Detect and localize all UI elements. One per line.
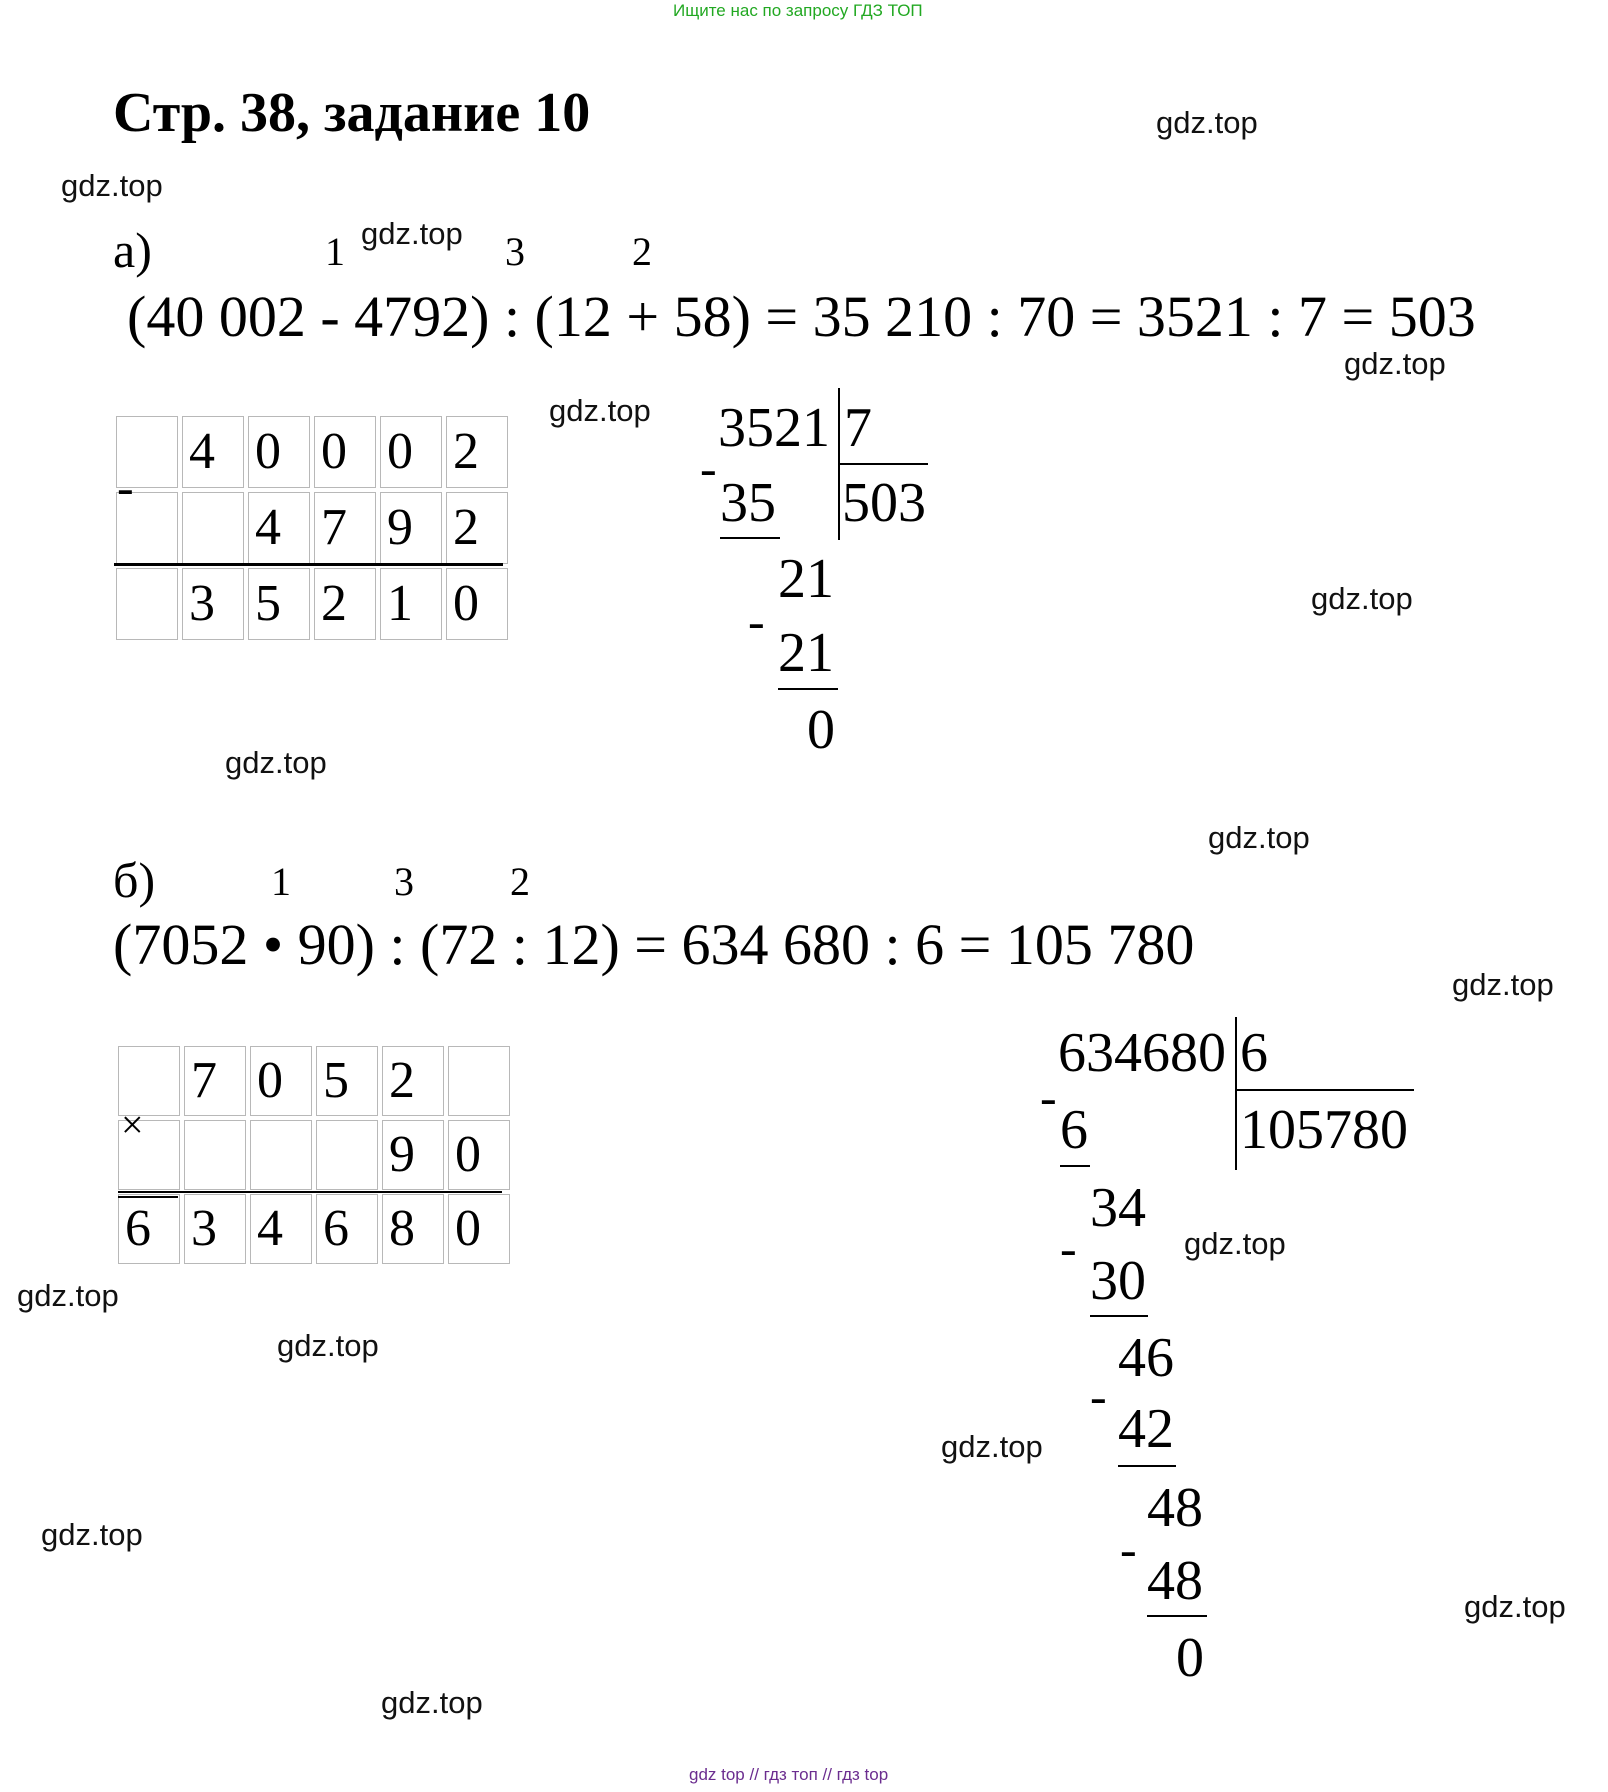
step-line [1147,1615,1207,1617]
grid-cell: 2 [314,568,376,640]
watermark: gdz.top [277,1328,379,1363]
division-step: 30 [1090,1250,1146,1312]
division-step: 21 [778,622,834,684]
watermark: gdz.top [1156,105,1258,140]
grid-cell: 4 [250,1194,312,1264]
part-a-order-3: 2 [632,229,652,274]
grid-cell: 2 [446,492,508,564]
part-b-order-2: 3 [394,859,414,904]
grid-cell: 2 [382,1046,444,1116]
part-b-multiplication-grid [114,1042,514,1268]
step-sign: - [1040,1069,1057,1125]
part-a-label: а) [113,222,152,278]
division-step: 34 [1090,1177,1146,1239]
grid-cell: 2 [446,416,508,488]
subtraction-sign: - [117,459,134,515]
watermark: gdz.top [1344,346,1446,381]
grid-cell: 7 [184,1046,246,1116]
grid-cell [184,1120,246,1190]
grid-cell: 0 [448,1194,510,1264]
watermark: gdz.top [1184,1226,1286,1261]
multiplication-sign: × [121,1102,144,1147]
grid-cell: 6 [316,1194,378,1264]
step-line [1060,1165,1090,1167]
divisor: 6 [1240,1022,1268,1084]
grid-cell: 9 [380,492,442,564]
grid-cell: 8 [382,1194,444,1264]
division-step: 0 [1176,1627,1204,1689]
result-line [114,563,503,566]
watermark: gdz.top [1464,1589,1566,1624]
divisor: 7 [844,397,872,459]
part-b-expression: (7052 • 90) : (72 : 12) = 634 680 : 6 = 105 780 [113,912,1195,977]
watermark: gdz.top [941,1429,1043,1464]
part-b-order-3: 2 [510,859,530,904]
watermark: gdz.top [225,745,327,780]
division-step: 0 [807,699,835,761]
grid-cell: 0 [314,416,376,488]
watermark: gdz.top [549,393,651,428]
grid-cell: 0 [448,1120,510,1190]
division-step: 48 [1147,1550,1203,1612]
grid-cell: 0 [248,416,310,488]
grid-cell: 5 [248,568,310,640]
watermark: gdz.top [361,216,463,251]
quotient: 105780 [1240,1099,1408,1161]
result-line [118,1191,502,1193]
step-sign: - [1090,1368,1107,1424]
step-line [1118,1465,1176,1467]
result-line-double [118,1196,178,1198]
grid-cell [448,1046,510,1116]
step-sign: - [1120,1521,1137,1577]
part-a-expression: (40 002 - 4792) : (12 + 58) = 35 210 : 70 = 3521 : 7 = 503 [127,284,1476,349]
watermark: gdz.top [61,168,163,203]
part-a-subtraction-grid [112,412,512,644]
division-step: 48 [1147,1477,1203,1539]
footer-links: gdz top // гдз топ // гдз top [689,1765,889,1784]
division-step: 6 [1060,1099,1088,1161]
step-line [1090,1315,1148,1317]
grid-cell [316,1120,378,1190]
grid-cell: 6 [118,1194,180,1264]
part-b-label: б) [113,852,156,908]
division-step: 46 [1118,1327,1174,1389]
step-sign: - [748,593,765,649]
grid-cell: 5 [316,1046,378,1116]
part-a-order-2: 3 [505,229,525,274]
dividend: 634680 [1058,1022,1226,1084]
watermark: gdz.top [1311,581,1413,616]
grid-cell: 3 [184,1194,246,1264]
division-step: 42 [1118,1398,1174,1460]
watermark: gdz.top [1452,967,1554,1002]
division-step: 35 [720,472,776,534]
part-a-order-1: 1 [325,229,345,274]
top-banner: Ищите нас по запросу ГДЗ ТОП [673,1,923,20]
page-title: Стр. 38, задание 10 [113,82,591,144]
step-line [720,537,780,539]
grid-cell: 3 [182,568,244,640]
dividend: 3521 [718,397,830,459]
grid-cell [250,1120,312,1190]
part-b-order-1: 1 [271,859,291,904]
grid-cell: 0 [250,1046,312,1116]
division-step: 21 [778,548,834,610]
watermark: gdz.top [41,1517,143,1552]
grid-cell: 4 [248,492,310,564]
grid-cell [116,568,178,640]
quotient-line [840,463,928,465]
watermark: gdz.top [381,1685,483,1720]
grid-cell [182,492,244,564]
division-bar [1235,1017,1237,1170]
grid-cell: 0 [380,416,442,488]
grid-cell: 4 [182,416,244,488]
quotient: 503 [842,472,926,534]
grid-cell: 7 [314,492,376,564]
watermark: gdz.top [17,1278,119,1313]
step-line [778,688,838,690]
watermark: gdz.top [1208,820,1310,855]
grid-cell: 9 [382,1120,444,1190]
quotient-line [1237,1089,1414,1091]
grid-cell: 0 [446,568,508,640]
step-sign: - [700,440,717,496]
grid-cell: 1 [380,568,442,640]
step-sign: - [1060,1220,1077,1276]
